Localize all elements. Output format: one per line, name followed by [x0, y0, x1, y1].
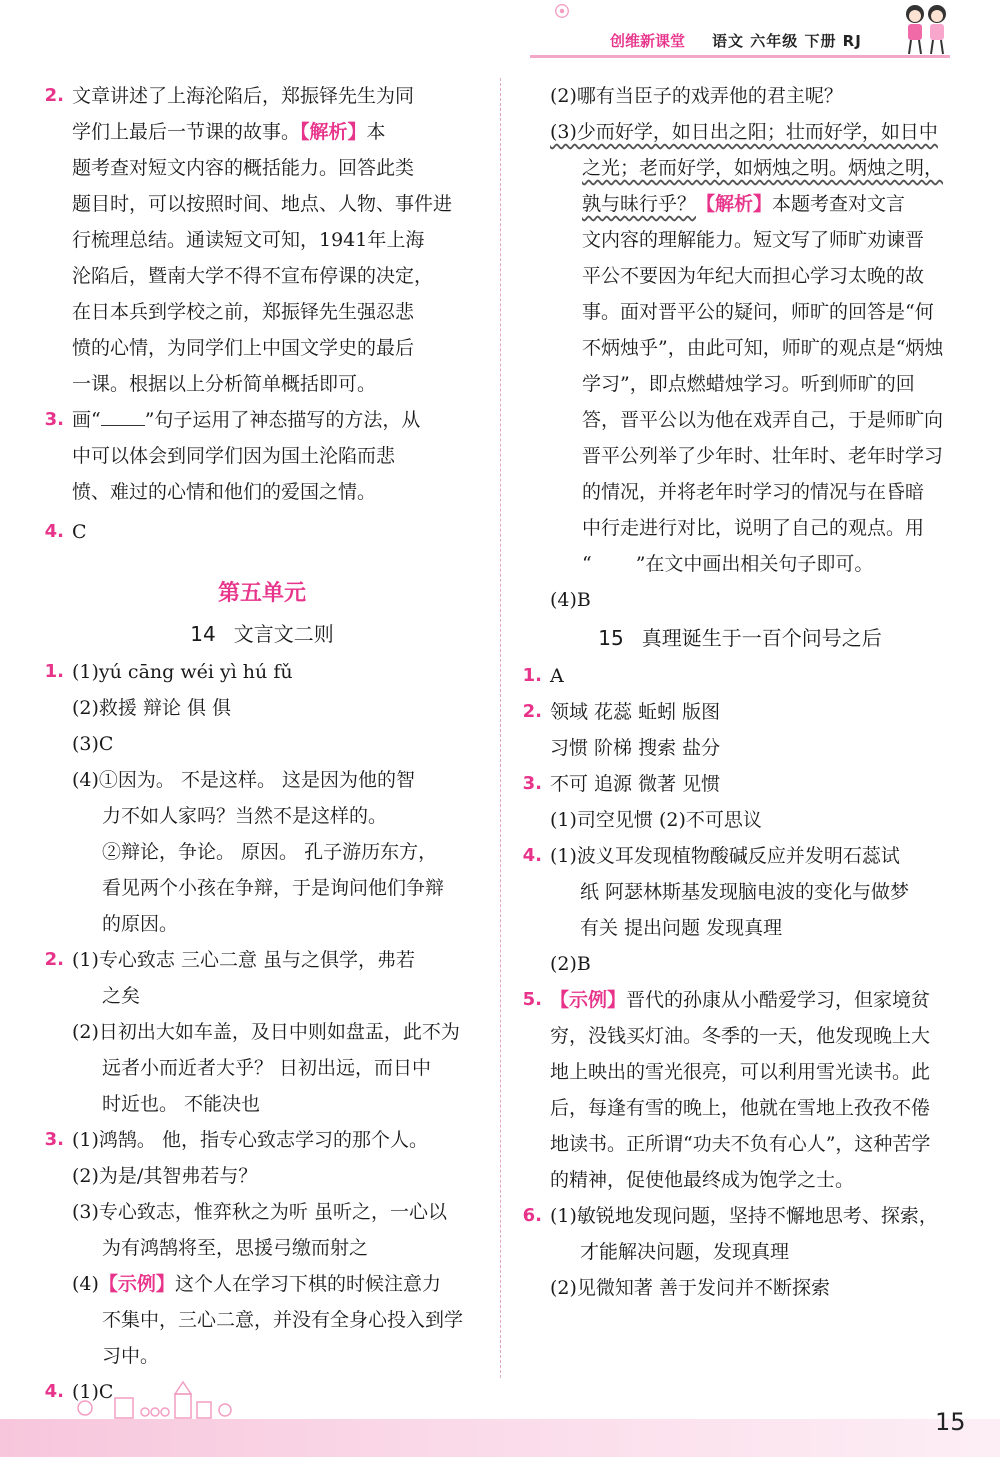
answer-line: (1)鸿鹄。 他，指专心致志学习的那个人。 [72, 1129, 428, 1151]
answer-item [42, 402, 482, 510]
answer-line: 题考查对短文内容的概括能力。回答此类 [72, 157, 415, 179]
answer-line [520, 186, 960, 222]
answer-line: 穷，没钱买灯油。冬季的一天，他发现晚上大 [550, 1025, 931, 1047]
answer-line: 之矣 [102, 985, 141, 1007]
answer-line: 领域 花蕊 蚯蚓 版图 [550, 701, 721, 723]
answer-item [520, 694, 960, 766]
answer-line: 习惯 阶梯 搜索 盐分 [550, 737, 721, 759]
wavy-blank [592, 546, 636, 566]
kids-mascot-icon [895, 0, 955, 58]
answer-item [520, 982, 960, 1198]
answer-line: 的精神，促使他最终成为饱学之士。 [550, 1169, 855, 1191]
answer-line: 在日本兵到学校之前，郑振铎先生强忍悲 [72, 301, 415, 323]
answer-line: 后，每逢有雪的晚上，他就在雪地上孜孜不倦 [550, 1097, 931, 1119]
answer-line: 习中。 [102, 1345, 160, 1367]
answer-item [42, 654, 482, 942]
answer-line: 地读书。正所谓“功夫不负有心人”，这种苦学 [550, 1133, 931, 1155]
answer-line: (2)见微知著 善于发问并不断探索 [550, 1277, 830, 1299]
answer-line [72, 114, 482, 150]
answer-item [42, 942, 482, 1122]
answer-text: (4) [72, 1273, 99, 1295]
answer-line: (2)日初出大如车盖，及日中则如盘盂，此不为 [72, 1021, 460, 1043]
answer-line: (3)C [72, 733, 114, 755]
answer-line: 的情况，并将老年时学习的情况与在昏暗 [582, 481, 925, 503]
answer-line: (1)专心致志 三心二意 虽与之俱学，弗若 [72, 949, 415, 971]
answer-line: 不可 追源 微著 见惯 [550, 773, 721, 795]
column-divider [500, 78, 501, 1378]
answer-item [42, 1122, 482, 1374]
item-number: 6. [522, 1205, 542, 1226]
answer-line: 不炳烛乎”，由此可知，师旷的观点是“炳烛 [582, 337, 944, 359]
answer-text: 本 [366, 121, 386, 143]
answer-line: (4)B [550, 589, 591, 611]
wavy-text: (3)少而好学，如日出之阳；壮而好学，如日中 [550, 121, 938, 143]
answer-line: 晋平公列举了少年时、壮年时、老年时学习 [582, 445, 944, 467]
lesson-name: 真理诞生于一百个问号之后 [641, 626, 882, 650]
answer-line: 不集中，三心二意，并没有全身心投入到学 [102, 1309, 464, 1331]
answer-line: 地上映出的雪光很亮，可以利用雪光读书。此 [550, 1061, 931, 1083]
item-number: 4. [44, 1381, 64, 1402]
answer-line: (1)敏锐地发现问题，坚持不懈地思考、探索， [550, 1205, 938, 1227]
lesson-number: 15 [598, 626, 624, 650]
answer-line: 为有鸿鹄将至，思援弓缴而射之 [102, 1237, 369, 1259]
answer-text: ”句子运用了神态描写的方法，从 [144, 409, 421, 431]
item-number: 3. [44, 1129, 64, 1150]
item-number: 1. [44, 661, 64, 682]
book-meta: 语文 六年级 下册 RJ [712, 32, 862, 50]
item-number: 2. [44, 949, 64, 970]
right-column [520, 78, 960, 1306]
underline-blank [101, 406, 145, 426]
answer-line: 的原因。 [102, 913, 179, 935]
answer-line: (1)C [72, 1381, 114, 1403]
lesson-number: 14 [190, 622, 216, 646]
answer-line: 事。面对晋平公的疑问，师旷的回答是“何 [582, 301, 934, 323]
answer-text: 本题考查对文言 [772, 193, 906, 215]
answer-line: (1)波义耳发现植物酸碱反应并发明石蕊试 [550, 845, 900, 867]
analysis-tag: 【解析】 [300, 121, 367, 143]
answer-line: 学习”，即点燃蜡烛学习。听到师旷的回 [582, 373, 915, 395]
answer-text: 画“ [72, 409, 101, 431]
answer-line: C [72, 521, 87, 543]
answer-line [550, 982, 960, 1018]
answer-text: 学们上最后一节课的故事。 [72, 121, 301, 143]
answer-line: 远者小而近者大乎？ 日初出远，而日中 [102, 1057, 432, 1079]
item-number: 5. [522, 989, 542, 1010]
answer-line [72, 1266, 482, 1302]
answer-line [520, 546, 960, 582]
answer-line: 沦陷后，暨南大学不得不宣布停课的决定， [72, 265, 434, 287]
answer-item [520, 1198, 960, 1306]
answer-item [42, 514, 482, 550]
answer-line: 文章讲述了上海沦陷后，郑振铎先生为同 [72, 85, 415, 107]
wavy-text: 孰与昧行乎？ [582, 193, 697, 215]
answer-line [520, 150, 960, 186]
answer-line [520, 114, 960, 150]
answer-item [520, 658, 960, 694]
answer-line: 题目时，可以按照时间、地点、人物、事件进 [72, 193, 453, 215]
answer-line: 愤的心情，为同学们上中国文学史的最后 [72, 337, 415, 359]
answer-line: 答，晋平公以为他在戏弄自己，于是师旷向 [582, 409, 944, 431]
answer-line: (4)①因为。 不是这样。 这是因为他的智 [72, 769, 415, 791]
answer-item [520, 838, 960, 982]
answer-line: 有关 提出问题 发现真理 [580, 917, 783, 939]
unit-title: 第五单元 [217, 581, 306, 606]
item-number: 3. [44, 409, 64, 430]
answer-line: 愤、难过的心情和他们的爱国之情。 [72, 481, 377, 503]
wavy-text: 之光；老而好学，如炳烛之明。炳烛之明， [582, 157, 944, 179]
answer-line: (3)专心致志，惟弈秋之为听 虽听之，一心以 [72, 1201, 447, 1223]
answer-text: “ [582, 553, 592, 575]
left-column [42, 78, 482, 1410]
answer-line: 中行走进行对比，说明了自己的观点。用 [582, 517, 925, 539]
brand-title: 创维新课堂 [610, 32, 686, 50]
answer-line: (2)救援 辩论 俱 俱 [72, 697, 232, 719]
flower-icon [553, 2, 571, 20]
lesson-title [520, 620, 960, 656]
answer-line: 中可以体会到同学们因为国土沦陷而悲 [72, 445, 396, 467]
castle-decoration-icon [75, 1380, 275, 1420]
page-number: 15 [935, 1408, 966, 1436]
answer-line: 看见两个小孩在争辩，于是询问他们争辩 [102, 877, 445, 899]
answer-line: 行梳理总结。通读短文可知，1941年上海 [72, 229, 425, 251]
answer-line: (2)为是/其智弗若与？ [72, 1165, 258, 1187]
item-number: 2. [44, 85, 64, 106]
page-footer [0, 1400, 1000, 1471]
item-number: 4. [522, 845, 542, 866]
lesson-title [42, 616, 482, 652]
answer-line: 平公不要因为年纪大而担心学习太晚的故 [582, 265, 925, 287]
header-rule [530, 55, 950, 58]
answer-item [42, 78, 482, 402]
answer-text: ”在文中画出相关句子即可。 [635, 553, 874, 575]
example-tag: 【示例】 [98, 1273, 175, 1295]
footer-band [0, 1419, 1000, 1457]
item-number: 3. [522, 773, 542, 794]
answer-line [72, 402, 482, 438]
answer-text: 这个人在学习下棋的时候注意力 [174, 1273, 441, 1295]
answer-line: 文内容的理解能力。短文写了师旷劝谏晋 [582, 229, 925, 251]
answer-line: A [550, 665, 564, 687]
answer-line: ②辩论，争论。 原因。 孔子游历东方， [102, 841, 438, 863]
lesson-name: 文言文二则 [233, 622, 334, 646]
answer-line: (1)司空见惯 (2)不可思议 [550, 809, 762, 831]
answer-line: 力不如人家吗？当然不是这样的。 [102, 805, 388, 827]
item-number: 2. [522, 701, 542, 722]
answer-line: 纸 阿瑟林斯基发现脑电波的变化与做梦 [580, 881, 910, 903]
page-header [0, 0, 1000, 70]
answer-line: 才能解决问题，发现真理 [580, 1241, 790, 1263]
answer-item [520, 766, 960, 838]
answer-line: (2)哪有当臣子的戏弄他的君主呢？ [550, 85, 843, 107]
answer-line: (1)yú cāng wéi yì hú fǔ [72, 661, 293, 683]
answer-line: 时近也。 不能决也 [102, 1093, 261, 1115]
answer-line: 一课。根据以上分析简单概括即可。 [72, 373, 377, 395]
example-tag: 【示例】 [550, 989, 627, 1011]
item-number: 4. [44, 521, 64, 542]
answer-line: (2)B [550, 953, 591, 975]
answer-text: 晋代的孙康从小酷爱学习，但家境贫 [626, 989, 931, 1011]
item-number: 1. [522, 665, 542, 686]
analysis-tag: 【解析】 [696, 193, 773, 215]
